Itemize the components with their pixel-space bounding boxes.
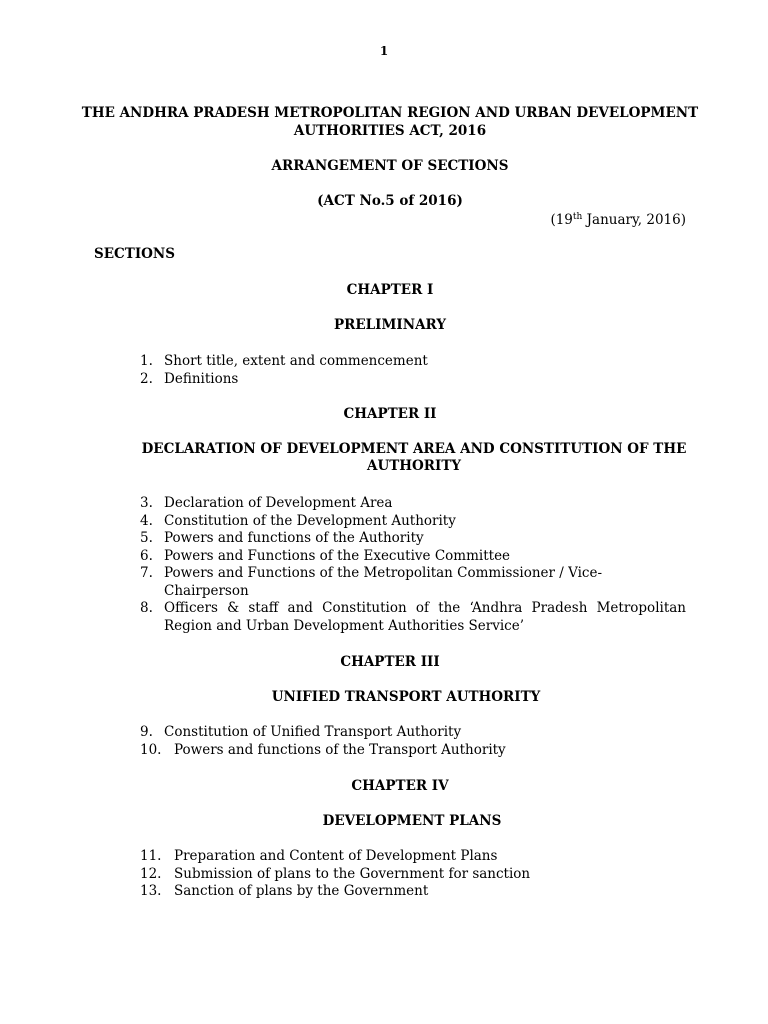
act-date-prefix: (19 bbox=[550, 212, 573, 228]
chapter-heading: DECLARATION OF DEVELOPMENT AREA AND CONSTITUTION OF THE AUTHORITY bbox=[141, 441, 687, 474]
list-item bbox=[140, 495, 686, 513]
section-number: 11. bbox=[140, 848, 162, 864]
list-item bbox=[140, 530, 686, 548]
section-list bbox=[140, 495, 686, 635]
chapter-heading: UNIFIED TRANSPORT AUTHORITY bbox=[271, 689, 541, 705]
section-number: 9. bbox=[140, 724, 153, 740]
section-title: Short title, extent and commencement bbox=[164, 353, 428, 369]
section-title: Declaration of Development Area bbox=[164, 495, 393, 511]
act-date-suffix: January, 2016) bbox=[582, 212, 686, 228]
section-title: Constitution of Unified Transport Authority bbox=[164, 724, 462, 740]
section-list bbox=[140, 724, 686, 759]
section-title: Powers and functions of the Authority bbox=[164, 530, 424, 546]
list-item bbox=[140, 565, 686, 600]
section-number: 7. bbox=[140, 565, 153, 581]
section-number: 4. bbox=[140, 512, 153, 529]
section-title: Powers and functions of the Transport Authority bbox=[174, 741, 506, 758]
list-item bbox=[140, 600, 686, 635]
section-number: 5. bbox=[140, 530, 153, 546]
chapter-title: CHAPTER IV bbox=[351, 778, 449, 794]
section-title: Officers & staff and Constitution of the ‘Andhra Pradesh Metropolitan Region and Urban Development Authorities Service’ bbox=[164, 600, 686, 634]
section-number: 6. bbox=[140, 547, 153, 564]
act-number: (ACT No.5 of 2016) bbox=[317, 193, 463, 209]
chapter-heading: PRELIMINARY bbox=[334, 317, 446, 333]
list-item bbox=[140, 371, 686, 389]
chapter-title: CHAPTER III bbox=[340, 654, 440, 670]
list-item bbox=[140, 513, 686, 531]
sections-label: SECTIONS bbox=[94, 246, 175, 262]
section-title: Powers and Functions of the Metropolitan Commissioner / Vice-Chairperson bbox=[164, 565, 603, 599]
section-title: Constitution of the Development Authority bbox=[164, 512, 456, 529]
arrangement-heading: ARRANGEMENT OF SECTIONS bbox=[271, 158, 509, 174]
section-number: 3. bbox=[140, 495, 153, 511]
act-title: THE ANDHRA PRADESH METROPOLITAN REGION AND URBAN DEVELOPMENT AUTHORITIES ACT, 2016 bbox=[81, 105, 699, 139]
section-title: Powers and Functions of the Executive Committee bbox=[164, 547, 511, 564]
page-number: 1 bbox=[379, 44, 389, 58]
section-title: Sanction of plans by the Government bbox=[174, 883, 429, 899]
list-item bbox=[140, 883, 686, 901]
chapter-title: CHAPTER II bbox=[343, 406, 437, 422]
chapter-title: CHAPTER I bbox=[346, 282, 434, 298]
list-item bbox=[140, 548, 686, 566]
act-date bbox=[550, 212, 686, 228]
list-item bbox=[140, 742, 686, 760]
section-number: 1. bbox=[140, 353, 153, 369]
list-item bbox=[140, 866, 686, 884]
section-number: 10. bbox=[140, 741, 162, 758]
section-title: Preparation and Content of Development Plans bbox=[174, 848, 498, 864]
list-item bbox=[140, 353, 686, 371]
section-number: 8. bbox=[140, 600, 153, 616]
list-item bbox=[140, 724, 686, 742]
list-item bbox=[140, 848, 686, 866]
chapter-heading: DEVELOPMENT PLANS bbox=[322, 813, 502, 829]
section-list bbox=[140, 848, 686, 901]
section-number: 2. bbox=[140, 370, 153, 387]
section-number: 12. bbox=[140, 865, 162, 882]
act-date-superscript: th bbox=[572, 212, 583, 222]
section-title: Definitions bbox=[164, 370, 239, 387]
section-number: 13. bbox=[140, 883, 162, 899]
section-title: Submission of plans to the Government for sanction bbox=[174, 865, 531, 882]
section-list bbox=[140, 353, 686, 388]
